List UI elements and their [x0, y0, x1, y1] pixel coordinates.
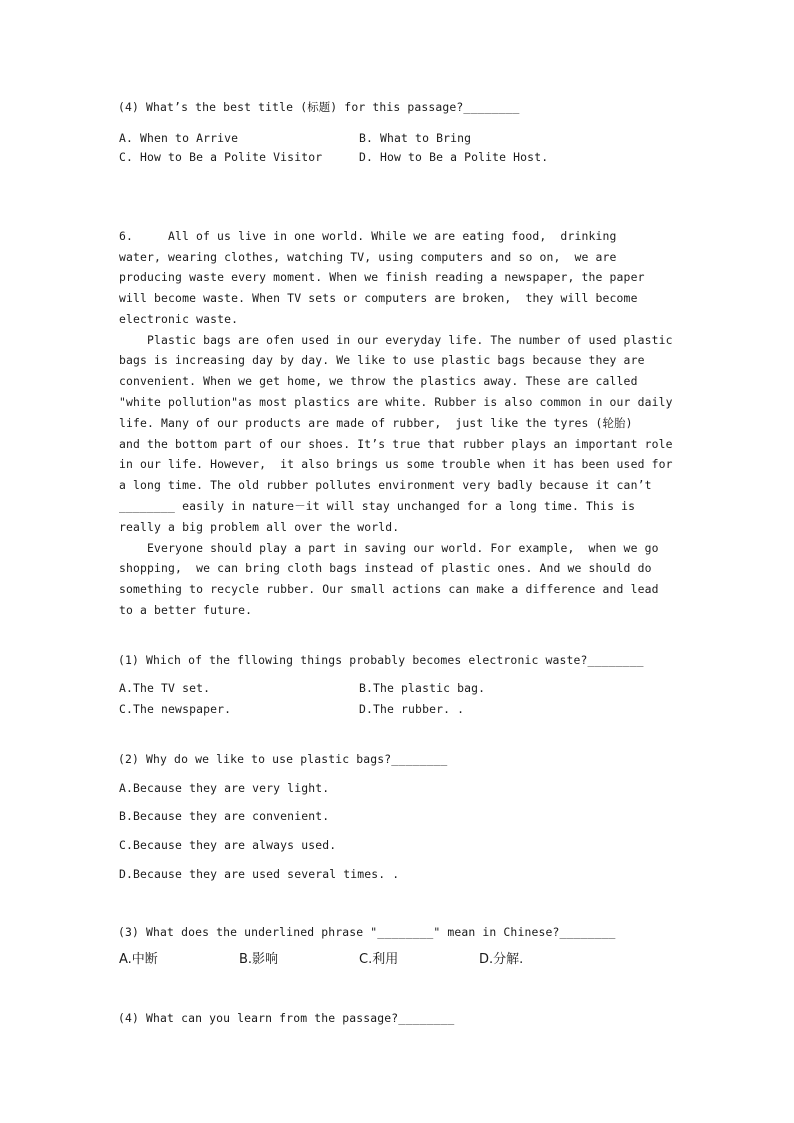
passage-line: electronic waste.	[119, 312, 239, 326]
passage-line: Plastic bags are ofen used in our everyday life. The number of used plastic	[119, 333, 673, 347]
passage-line: "white pollution"as most plastics are white. Rubber is also common in our daily	[119, 395, 673, 409]
passage-line: to a better future.	[119, 603, 253, 617]
passage-line: All of us live in one world. While we are eating food, drinking	[168, 229, 617, 243]
q2-option-d: D.Because they are used several times. .	[119, 867, 400, 881]
option-c: C. How to Be a Polite Visitor	[119, 150, 323, 164]
q1-option-b: B.The plastic bag.	[359, 681, 486, 695]
option-b: B. What to Bring	[359, 131, 472, 145]
q3-option-d: D.分解.	[479, 952, 524, 967]
question-4: (4) What can you learn from the passage?________	[118, 1011, 455, 1025]
passage-line: shopping, we can bring cloth bags instead of plastic ones. And we should do	[119, 561, 652, 575]
q2-option-b: B.Because they are convenient.	[119, 809, 330, 823]
passage-line: convenient. When we get home, we throw the plastics away. These are called	[119, 374, 638, 388]
question-1: (1) Which of the fllowing things probably becomes electronic waste?________	[118, 653, 644, 667]
question-3: (3) What does the underlined phrase "________" mean in Chinese?________	[118, 925, 616, 939]
passage-line: and the bottom part of our shoes. It’s true that rubber plays an important role	[119, 437, 673, 451]
q3-option-a: A.中断	[119, 952, 158, 967]
passage-line: will become waste. When TV sets or computers are broken, they will become	[119, 291, 638, 305]
passage-line: ________ easily in nature－it will stay unchanged for a long time. This is	[119, 499, 636, 513]
passage-number: 6.	[119, 229, 134, 243]
q1-option-d: D.The rubber. .	[359, 702, 465, 716]
question-prev-4: (4) What’s the best title (标题) for this passage?________	[118, 100, 520, 114]
q3-option-b: B.影响	[239, 952, 279, 967]
passage-line: life. Many of our products are made of rubber, just like the tyres (轮胎)	[119, 416, 633, 430]
passage-line: a long time. The old rubber pollutes environment very badly because it can’t	[119, 478, 652, 492]
passage-line: producing waste every moment. When we finish reading a newspaper, the paper	[119, 270, 645, 284]
q3-option-c: C.利用	[359, 952, 399, 967]
passage-line: water, wearing clothes, watching TV, using computers and so on, we are	[119, 250, 617, 264]
q2-option-a: A.Because they are very light.	[119, 781, 330, 795]
passage-line: bags is increasing day by day. We like to use plastic bags because they are	[119, 353, 645, 367]
option-a: A. When to Arrive	[119, 131, 239, 145]
passage-line: in our life. However, it also brings us some trouble when it has been used for	[119, 457, 673, 471]
passage-line: something to recycle rubber. Our small actions can make a difference and lead	[119, 582, 659, 596]
option-d: D. How to Be a Polite Host.	[359, 150, 549, 164]
q1-option-c: C.The newspaper.	[119, 702, 232, 716]
question-2: (2) Why do we like to use plastic bags?________	[118, 752, 448, 766]
passage-line: Everyone should play a part in saving our world. For example, when we go	[119, 541, 659, 555]
passage-line: really a big problem all over the world.	[119, 520, 400, 534]
q1-option-a: A.The TV set.	[119, 681, 211, 695]
q2-option-c: C.Because they are always used.	[119, 838, 337, 852]
